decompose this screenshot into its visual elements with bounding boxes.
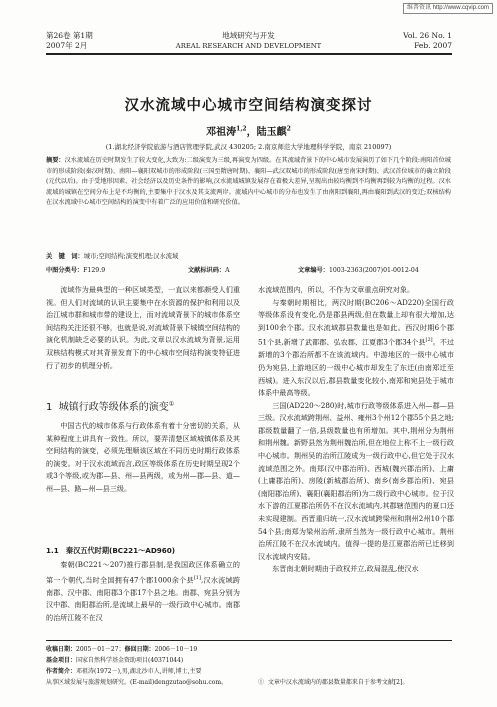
fund-line — [46, 655, 183, 666]
citation-1: [1] — [193, 574, 201, 581]
journal-title-en: AREAL RESEARCH AND DEVELOPMENT — [175, 42, 322, 50]
received-label: 收稿日期： — [46, 646, 77, 653]
keywords — [46, 252, 451, 262]
doc-code-label: 文献标识码： — [188, 267, 226, 274]
doc-code-value: A — [225, 267, 230, 274]
article-no-label: 文章编号： — [298, 267, 329, 274]
volume-en: Vol. 26 No. 1 — [403, 31, 452, 40]
article-title: 汉水流域中心城市空间结构演变探讨 — [124, 98, 373, 114]
affiliation: (1.湖北经济学院旅游与酒店管理学院,武汉 430205; 2.南京师范大学地理科学学院，南京 210097) — [105, 143, 392, 151]
abstract-text: 汉水流域在历史时期发生了较大变化,大致为:二级演变为三级,再演变为四级。在其流域背景下的中心城市发展演历了如下几个阶段:南阳首位城市的形成阶段(秦汉时期)、南阳—襄阳双城市的形成阶段(三国至隋唐时期)、襄阳—武汉双城市的形成阶段(唐至南宋时期)、武汉首位城市的确立阶段(元代以后)。由于受地形因素、社会经济以及历史条件的影响,汉水流域城镇发展存在着极大差异,呈现出由较均衡到不均衡再到较为均衡的过程。汉水流域的城镇在空间分布上是不均衡的,主要集中于汉水及其支流两岸。流域内中心城市的分布也发生了由南阳到襄阳,再由襄阳到武汉的变迁;双核结构在汉水流域中心城市空间结构的演变中有着广泛的应用价值和研究价值。 — [46, 157, 451, 207]
right-para-2-b: 。不过新增的3个郡治所都不在该流域内。中游地区的一级中心城市仍为宛县,上游地区的一级中心城市却发生了东迁(由南郑迁至西城)。进入东汉以后,郡县数量变化较小,南郑和宛县处于城市体系中最高等级。 — [258, 337, 454, 398]
received-date: 2005－01－27 — [76, 646, 119, 653]
clc-value: F129.9 — [83, 267, 106, 274]
revised-date: 2006－10－19 — [154, 646, 198, 653]
footnote-1 — [258, 677, 408, 688]
article-no-value: 1003-2363(2007)01-0012-04 — [328, 267, 419, 274]
author-1: 邓祖涛 — [206, 127, 237, 138]
watermark: 维普资讯 http://www.cqvip.com — [403, 3, 493, 14]
fund-text: 国家自然科学基金资助项目(40371044) — [76, 657, 184, 664]
author-bio — [46, 666, 202, 677]
abstract — [46, 156, 451, 209]
author-bio-label: 作者简介： — [46, 668, 77, 675]
right-para-1: 水流域范围内，所以，不作为文章重点研究对象。 — [258, 285, 415, 294]
fund-label: 基金项目： — [46, 657, 77, 664]
footnote-1-mark: ① — [258, 679, 265, 686]
journal-title-cn: 地域研究与开发 — [222, 31, 275, 40]
intro-text: 流域作为最典型的一种区域类型，一直以来都颇受人们重视。但人们对流域的认识主要集中在水资源的保护和利用以及治江城市群和城市带的建设上，而对流域背景下的城市体系空间结构关注还很不够，也就是说,对流域背景下城镇空间结构的演化机制缺乏必要的认识。为此,文章以汉水流域为背景,运用双核结构模式对其背景发育下的中心城市空间结构演变特征进行了初步的机理分析。 — [46, 285, 240, 370]
intro-paragraph — [46, 284, 240, 372]
subsection-1-1-heading: 1.1 秦汉五代时期(BC221～AD960) — [46, 546, 176, 555]
clc-number — [46, 265, 105, 274]
right-column — [258, 284, 454, 576]
author-1-affil: 1,2 — [236, 125, 247, 133]
subsection-1-1-text — [46, 559, 240, 624]
document-code — [188, 265, 230, 274]
author-separator: ， — [246, 127, 257, 138]
right-para-2 — [258, 297, 454, 400]
clc-label: 中图分类号： — [46, 267, 84, 274]
right-para-2-a: 与秦朝时期相比，两汉时期(BC206～AD220)全国行政等级体系没有变化,仍是郡县两级,但在数量上却有很大增加,达到100余个郡。汉水流域郡县数量也是如此。西汉时期6个郡51个县,新增了武都郡、弘农郡、江夏郡3个郡34个县 — [258, 297, 454, 347]
footnote-1-text: 文章中汉水流域内的郡县数量都来自于参考文献[2]。 — [267, 679, 409, 686]
issue-date: 2007年 2月 — [46, 41, 88, 50]
date-en: Feb. 2007 — [414, 41, 452, 50]
author-bio-cont: 从事区域发展与旅游规划研究。(E-mail)dengzutao@sohu.com。 — [46, 679, 228, 686]
header-rule — [46, 53, 452, 55]
right-para-3: 三国(AD220～280)时,城市行政等级体系进入州—郡—县三级。汉水流域跨荆州、益州、雍州3个州12个郡55个县之地;郡级数量翻了一倍,县级数量也有所增加。其中,荆州分为荆州和荆州魏。新野县然为荆州魏治所,但在地位上称不上一级行政中心城市。荆州吴的治所江陵成为一级行政中心,但它处于汉水流域范围之外。南郑(汉中郡治所)、西城(魏兴郡治所)、上庸(上庸郡治所)、房陵(新城郡治所)、南乡(南乡郡治所)、宛县(南阳郡治所)、襄阳(襄阳郡治所)为二级行政中心城市。位于汉水下游的江夏郡治所仍不在汉水流域内,其郡辖范围内的夏口还未实现建制。西晋重归统一,汉水流域跨梁州和荆州2州10个郡54个县;南郑为梁州治所,隶所当然为一级行政中心城市。荆州治所江陵不在汉水流域内。值得一提的是江夏郡治所已迁移到汉水流域内安陆。 — [258, 400, 454, 561]
footnote-rule — [46, 640, 452, 641]
section-1-title: 城镇行政等级体系的演变 — [58, 402, 169, 413]
sub-text-a: 秦朝(BC221～207)推行郡县制,是我国政区体系确立的第一个朝代,当时全国拥有47个郡1000余个县 — [46, 560, 240, 584]
author-line — [0, 123, 497, 138]
section-1-note-mark: ① — [168, 400, 175, 408]
article-number — [298, 265, 419, 274]
keywords-label: 关 键 词： — [46, 253, 84, 260]
section-1-text: 中国古代的城市体系与行政体系有着十分密切的关系，从某种程度上讲具有一致性。所以，要弄清楚区域城镇体系及其空间结构的演变，必须先理顺该区域在不同历史时期行政体系的演变。对于汉水流域而言,政区等级体系在历史时期呈现2个或3个等级,或为郡—县、州—县两级，或为州—郡—县、道—州—县、路—州—县三级。 — [46, 421, 240, 493]
keywords-text: 城市;空间结构;演变机理;汉水流域 — [83, 253, 179, 260]
author-2-affil: 2 — [286, 125, 291, 133]
subsection-1-1-paragraph — [46, 559, 240, 624]
issue-number: 第26卷 第1期 — [46, 31, 93, 40]
section-1-paragraph — [46, 420, 240, 496]
received-dates: 收稿日期：2005－01－27；修回日期：2006－10－19 — [46, 646, 198, 653]
right-para-4: 东晋南北朝时期由于政权并立,政局混乱,使汉水 — [272, 564, 419, 574]
author-2: 陆玉麒 — [256, 127, 287, 138]
sub-text-b: ,汉水流域跨南郡、汉中郡、南阳郡3个郡17个县之地。南郡、宛县分别为汉中郡、南阳郡治所,是流域上最早的一级行政中心城市。南郡的治所江陵不在汉 — [46, 574, 240, 622]
author-bio-1: 邓祖涛(1972－),男,湖北沙市人,讲师,博士,主要 — [76, 668, 202, 675]
abstract-label: 摘要： — [46, 157, 65, 164]
section-1-heading — [46, 398, 174, 413]
section-1-number: 1 — [46, 402, 53, 413]
revised-label: 修回日期： — [124, 646, 155, 653]
citation-2: [2] — [425, 337, 433, 344]
